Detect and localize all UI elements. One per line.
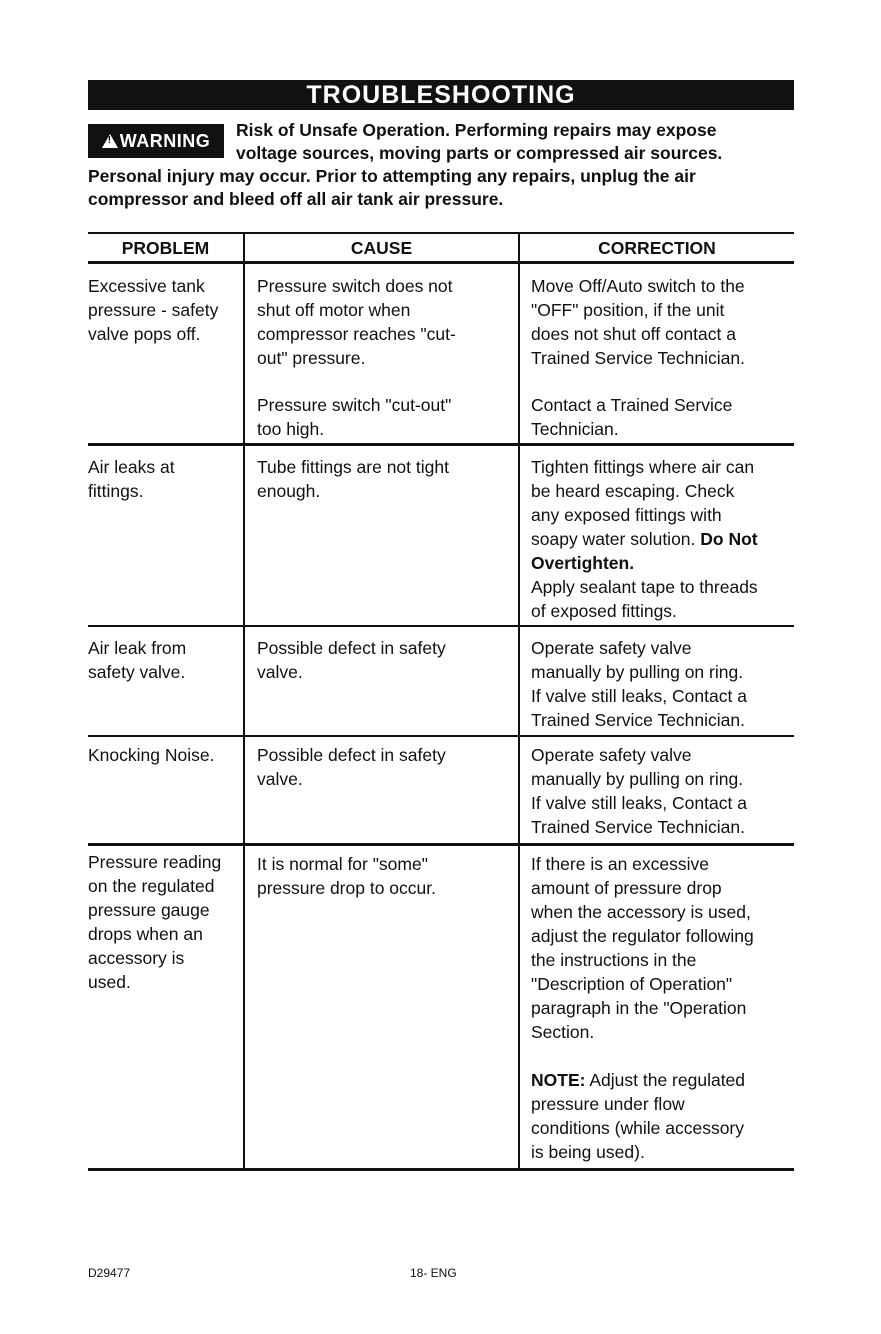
table-top-rule <box>88 232 794 234</box>
problem-line: on the regulated <box>88 876 215 896</box>
column-header-problem: PROBLEM <box>121 238 210 258</box>
column-header-cause: CAUSE <box>350 238 413 258</box>
problem-line: valve pops off. <box>88 324 201 344</box>
warning-triangle-icon <box>102 134 118 148</box>
cause-line: out" pressure. <box>257 348 366 368</box>
note-line: pressure under flow <box>531 1094 685 1114</box>
correction-line: Section. <box>531 1022 595 1042</box>
column-divider <box>243 232 245 1170</box>
warning-text-line: Risk of Unsafe Operation. Performing repairs may expose <box>236 120 717 140</box>
problem-line: drops when an <box>88 924 203 944</box>
correction-line: Trained Service Technician. <box>531 710 745 730</box>
problem-line: safety valve. <box>88 662 186 682</box>
note-line: conditions (while accessory <box>531 1118 745 1138</box>
problem-line: pressure gauge <box>88 900 210 920</box>
cause-line: Possible defect in safety <box>257 745 446 765</box>
cause-line: shut off motor when <box>257 300 411 320</box>
correction-line: Trained Service Technician. <box>531 348 745 368</box>
correction-line: does not shut off contact a <box>531 324 736 344</box>
problem-line: used. <box>88 972 131 992</box>
table-bottom-rule <box>88 1168 794 1171</box>
cause-line: valve. <box>257 769 303 789</box>
cause-line: Tube fittings are not tight <box>257 457 449 477</box>
page-title: TROUBLESHOOTING <box>88 80 794 110</box>
warning-badge <box>88 124 224 158</box>
correction-line: Trained Service Technician. <box>531 817 745 837</box>
correction-line: Apply sealant tape to threads <box>531 577 758 597</box>
correction-line: manually by pulling on ring. <box>531 769 744 789</box>
correction-line <box>531 527 758 551</box>
correction-line: when the accessory is used, <box>531 902 751 922</box>
warning-badge-label: WARNING <box>119 131 211 151</box>
row-divider <box>88 843 794 846</box>
correction-line: "OFF" position, if the unit <box>531 300 725 320</box>
correction-line: Move Off/Auto switch to the <box>531 276 745 296</box>
document-number: D29477 <box>88 1266 131 1280</box>
correction-line: Tighten fittings where air can <box>531 457 755 477</box>
correction-line: If valve still leaks, Contact a <box>531 686 747 706</box>
column-divider <box>518 232 520 1170</box>
problem-line: Pressure reading <box>88 852 222 872</box>
problem-line: accessory is <box>88 948 185 968</box>
cause-line: Pressure switch "cut-out" <box>257 395 452 415</box>
warning-text-line: voltage sources, moving parts or compressed air sources. <box>236 143 723 163</box>
problem-line: Excessive tank <box>88 276 205 296</box>
note-line: is being used). <box>531 1142 645 1162</box>
cause-line: Pressure switch does not <box>257 276 453 296</box>
overtighten-warning: Overtighten. <box>531 553 635 573</box>
cause-line: Possible defect in safety <box>257 638 446 658</box>
correction-line: any exposed fittings with <box>531 505 722 525</box>
correction-line <box>531 551 634 575</box>
warning-text-line: Personal injury may occur. Prior to attempting any repairs, unplug the air <box>88 166 696 186</box>
correction-line: be heard escaping. Check <box>531 481 735 501</box>
correction-line: adjust the regulator following <box>531 926 754 946</box>
page-number: 18- ENG <box>410 1266 457 1280</box>
correction-line: Contact a Trained Service <box>531 395 733 415</box>
warning-text-line: compressor and bleed off all air tank air pressure. <box>88 189 504 209</box>
cause-line: too high. <box>257 419 325 439</box>
correction-line: of exposed fittings. <box>531 601 677 621</box>
correction-line: paragraph in the "Operation <box>531 998 747 1018</box>
correction-line: Technician. <box>531 419 619 439</box>
correction-line: amount of pressure drop <box>531 878 722 898</box>
correction-text: soapy water solution. <box>531 529 696 549</box>
cause-line: enough. <box>257 481 321 501</box>
cause-line: valve. <box>257 662 303 682</box>
correction-line: Operate safety valve <box>531 745 692 765</box>
do-not-warning: Do Not <box>700 529 758 549</box>
cause-line: It is normal for "some" <box>257 854 428 874</box>
correction-line: "Description of Operation" <box>531 974 733 994</box>
cause-line: compressor reaches "cut- <box>257 324 456 344</box>
cause-line: pressure drop to occur. <box>257 878 436 898</box>
row-divider <box>88 625 794 627</box>
correction-line: Operate safety valve <box>531 638 692 658</box>
correction-line: the instructions in the <box>531 950 697 970</box>
column-header-correction: CORRECTION <box>598 238 716 258</box>
problem-line: Air leaks at <box>88 457 175 477</box>
correction-line: manually by pulling on ring. <box>531 662 744 682</box>
problem-line: pressure - safety <box>88 300 219 320</box>
note-text: Adjust the regulated <box>589 1070 746 1090</box>
note-line <box>531 1068 745 1092</box>
problem-line: fittings. <box>88 481 144 501</box>
problem-line: Air leak from <box>88 638 187 658</box>
header-rule <box>88 261 794 264</box>
correction-line: If valve still leaks, Contact a <box>531 793 747 813</box>
correction-line: If there is an excessive <box>531 854 709 874</box>
problem-line: Knocking Noise. <box>88 745 215 765</box>
note-label: NOTE: <box>531 1070 586 1090</box>
row-divider <box>88 735 794 737</box>
row-divider <box>88 443 794 446</box>
